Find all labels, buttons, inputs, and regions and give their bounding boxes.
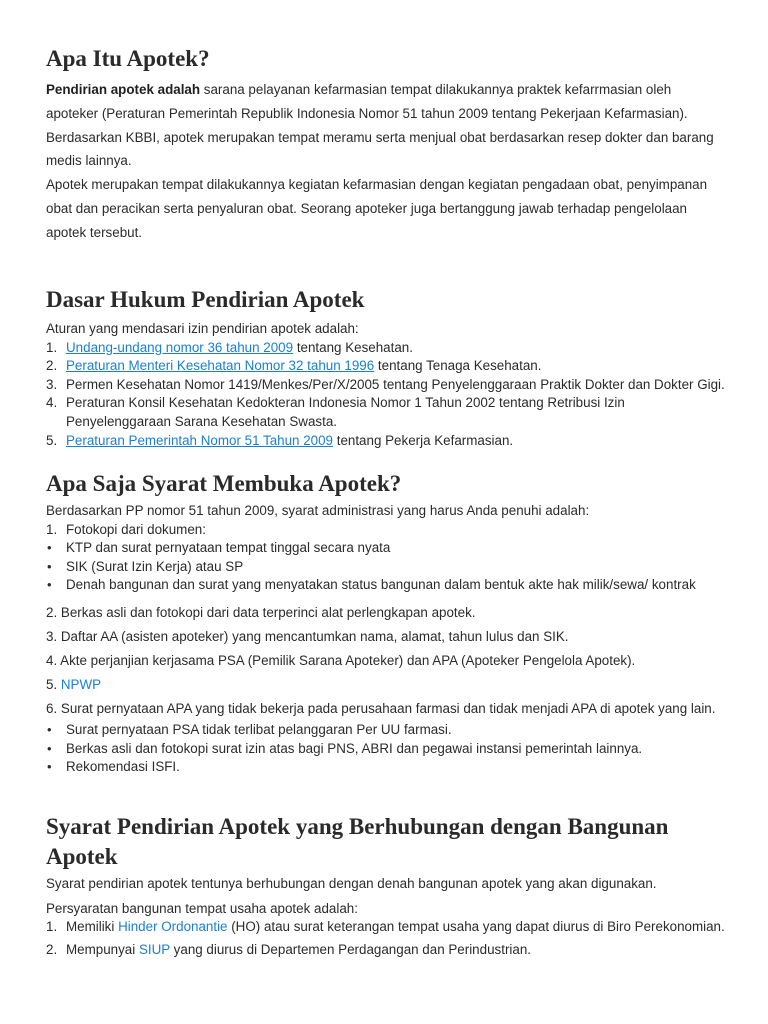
section-body: [46, 78, 726, 245]
list-text: yang diurus di Departemen Perdagangan dan Perindustrian.: [169, 941, 531, 957]
bullet-item: • Denah bangunan dan surat yang menyatakan status bangunan dalam bentuk akte hak milik/sewa/ kontrak: [46, 576, 726, 595]
document-bullet-list: [46, 539, 726, 595]
bullet-item: • Surat pernyataan PSA tidak terlibat pelanggaran Per UU farmasi.: [46, 721, 726, 740]
paragraph: 6. Surat pernyataan APA yang tidak bekerja pada perusahaan farmasi dan tidak menjadi APA di apotek yang lain.: [46, 700, 716, 716]
requirement-list: [46, 521, 726, 540]
list-item: [46, 357, 726, 376]
list-number: 4.: [46, 395, 58, 411]
list-item: [46, 376, 726, 395]
list-item: [46, 339, 726, 358]
list-text: Mempunyai: [66, 941, 139, 957]
section-body: [46, 320, 726, 450]
paragraph: Syarat pendirian apotek tentunya berhubungan dengan denah bangunan apotek yang akan digunakan.: [46, 876, 657, 891]
list-text: tentang Pekerja Kefarmasian.: [333, 432, 514, 448]
list-text: (HO) atau surat keterangan tempat usaha yang dapat diurus di Biro Perekonomian.: [227, 919, 725, 935]
siup-link[interactable]: SIUP: [138, 941, 170, 957]
list-number: 2.: [46, 358, 58, 374]
paragraph: 3. Daftar AA (asisten apoteker) yang mencantumkan nama, alamat, tahun lulus dan SIK.: [46, 628, 569, 644]
section-body: [46, 502, 726, 777]
list-item: [46, 941, 726, 960]
bullet-item: • Rekomendasi ISFI.: [46, 758, 726, 777]
section-title: Apa Saja Syarat Membuka Apotek?: [46, 471, 402, 496]
section-title: Dasar Hukum Pendirian Apotek: [46, 287, 365, 312]
list-item: [46, 432, 726, 451]
ho-link[interactable]: Hinder Ordonantie: [118, 919, 228, 935]
numbered-paragraphs: [46, 601, 726, 721]
list-item: [46, 394, 726, 431]
list-text: tentang Kesehatan.: [293, 339, 413, 355]
list-number: 1.: [46, 521, 58, 537]
npwp-link[interactable]: NPWP: [60, 676, 102, 692]
section-title: Syarat Pendirian Apotek yang Berhubungan dengan Bangunan Apotek: [46, 814, 669, 869]
paragraph: 2. Berkas asli dan fotokopi dari data terperinci alat perlengkapan apotek.: [46, 604, 476, 620]
list-number: 1.: [46, 919, 58, 935]
section-title: Apa Itu Apotek?: [46, 46, 210, 71]
list-text: tentang Tenaga Kesehatan.: [374, 358, 542, 374]
law-link[interactable]: Undang-undang nomor 36 tahun 2009: [66, 339, 294, 355]
intro-text: Berdasarkan PP nomor 51 tahun 2009, syarat administrasi yang harus Anda penuhi adalah:: [46, 503, 590, 518]
list-text: Peraturan Konsil Kesehatan Kedokteran Indonesia Nomor 1 Tahun 2002 tentang Retribusi Izin Penyelenggaraan Sarana Kesehatan Swasta.: [66, 395, 625, 429]
building-requirement-list: [46, 918, 726, 959]
bullet-item: • Berkas asli dan fotokopi surat izin atas bagi PNS, ABRI dan pegawai instansi pemerintah lainnya.: [46, 740, 726, 759]
paragraph: [46, 78, 726, 173]
extra-bullet-list: [46, 721, 726, 777]
law-link[interactable]: Peraturan Menteri Kesehatan Nomor 32 tahun 1996: [66, 358, 375, 374]
bullet-item: • SIK (Surat Izin Kerja) atau SP: [46, 558, 726, 577]
paragraph: Apotek merupakan tempat dilakukannya kegiatan kefarmasian dengan kegiatan pengadaan obat, penyimpanan obat dan peracikan serta penyaluran obat. Seorang apoteker juga bertanggung jawab terhadap pengelolaan apotek tersebut.: [46, 177, 708, 240]
intro-text: Aturan yang mendasari izin pendirian apotek adalah:: [46, 321, 359, 336]
list-number: 3.: [46, 376, 58, 392]
list-item: [46, 918, 726, 937]
list-item: [46, 521, 726, 540]
paragraph-text: sarana pelayanan kefarmasian tempat dilakukannya praktek kefarrmasian oleh apoteker (Peraturan Pemerintah Republik Indonesia Nomor 51 tahun 2009 tentang Pekerjaan Kefarmasian). Berdasarkan KBBI, apotek merupakan tempat meramu serta menjual obat berdasarkan resep dokter dan barang medis lainnya.: [46, 82, 714, 169]
bullet-item: • KTP dan surat pernyataan tempat tinggal secara nyata: [46, 539, 726, 558]
paragraph: 4. Akte perjanjian kerjasama PSA (Pemilik Sarana Apoteker) dan APA (Apoteker Pengelola Apotek).: [46, 652, 636, 668]
bold-lead: Pendirian apotek adalah: [46, 82, 201, 97]
list-number: 5.: [46, 432, 58, 448]
paragraph: Persyaratan bangunan tempat usaha apotek adalah:: [46, 900, 358, 916]
list-text: Memiliki: [66, 919, 119, 935]
item-number: 5.: [46, 676, 61, 692]
law-list: [46, 339, 726, 451]
list-text: Fotokopi dari dokumen:: [66, 521, 206, 537]
section-body: [46, 875, 726, 959]
list-number: 1.: [46, 339, 58, 355]
list-number: 2.: [46, 941, 58, 957]
law-link[interactable]: Peraturan Pemerintah Nomor 51 Tahun 2009: [66, 432, 333, 448]
paragraph: [46, 673, 726, 697]
list-text: Permen Kesehatan Nomor 1419/Menkes/Per/X/2005 tentang Penyelenggaraan Praktik Dokter dan Dokter Gigi.: [66, 376, 725, 392]
